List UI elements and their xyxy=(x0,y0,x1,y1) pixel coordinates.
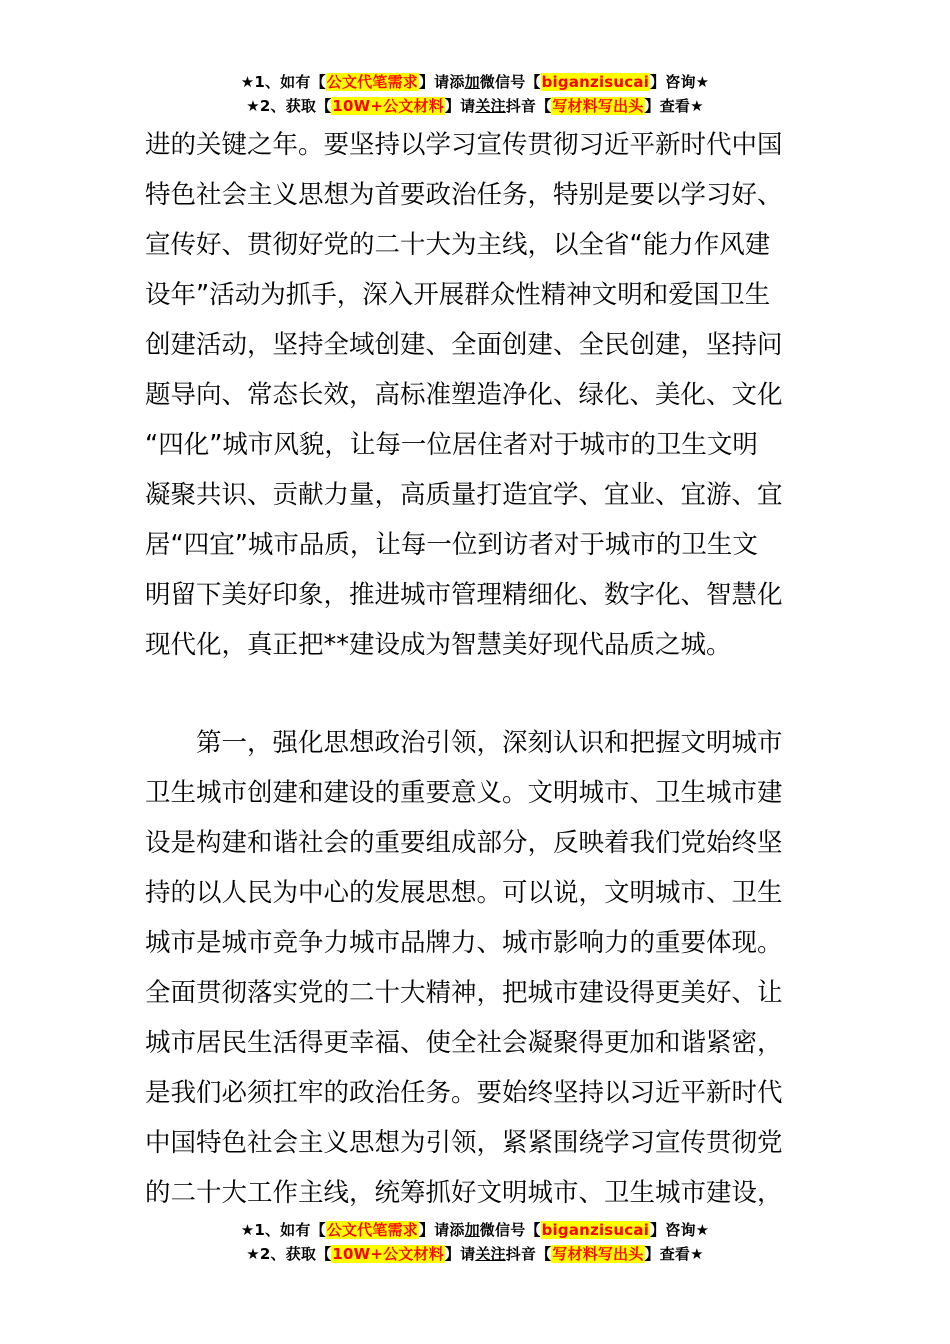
banner-text: 】请 xyxy=(444,1245,476,1263)
text-line: 宣传好、贯彻好党的二十大为主线，以全省“能力作风建 xyxy=(145,230,771,260)
highlight-text: 公文代笔需求 xyxy=(326,1221,418,1239)
text-line: 的二十大工作主线，统筹抓好文明城市、卫生城市建设， xyxy=(145,1178,783,1208)
underlined-text: 关注 xyxy=(475,97,506,115)
banner-text: 微信号【 xyxy=(479,1221,541,1239)
banner-text: 抖音【 xyxy=(505,97,552,115)
banner-text: ★2、获取【 xyxy=(246,1245,332,1263)
text-line: 凝聚共识、贡献力量，高质量打造宜学、宜业、宜游、宜 xyxy=(145,480,783,510)
text-line: 是我们必须扛牢的政治任务。要始终坚持以习近平新时代 xyxy=(145,1078,783,1108)
wechat-id-highlight: biganzisucai xyxy=(541,73,650,91)
banner-text: ★2、获取【 xyxy=(246,97,332,115)
paragraph-2 xyxy=(145,718,805,1218)
banner-text: 抖音【 xyxy=(505,1245,552,1263)
banner-text: 】请添 xyxy=(418,73,465,91)
text-line: 持的以人民为中心的发展思想。可以说，文明城市、卫生 xyxy=(145,878,783,908)
text-line: 卫生城市创建和建设的重要意义。文明城市、卫生城市建 xyxy=(145,778,783,808)
header-line-1 xyxy=(0,70,950,94)
text-line: 进的关键之年。要坚持以学习宣传贯彻习近平新时代中国 xyxy=(145,130,783,160)
banner-text: 】查看★ xyxy=(644,1245,704,1263)
text-line: 设年”活动为抓手，深入开展群众性精神文明和爱国卫生 xyxy=(145,280,771,310)
text-line: 中国特色社会主义思想为引领，紧紧围绕学习宣传贯彻党 xyxy=(145,1128,783,1158)
wechat-id-highlight: biganzisucai xyxy=(541,1221,650,1239)
banner-text: 微信号【 xyxy=(479,73,541,91)
text-line: 现代化，真正把**建设成为智慧美好现代品质之城。 xyxy=(145,630,732,660)
banner-text: ★1、如有【 xyxy=(240,73,326,91)
underlined-text: 加 xyxy=(464,1221,480,1239)
text-line: 城市居民生活得更幸福、使全社会凝聚得更加和谐紧密， xyxy=(145,1028,783,1058)
header-banner xyxy=(0,70,950,118)
paragraph-1 xyxy=(145,120,805,670)
text-line: 居“四宜”城市品质，让每一位到访者对于城市的卫生文 xyxy=(145,530,758,560)
highlight-text: 公文代笔需求 xyxy=(326,73,418,91)
text-line: 明留下美好印象，推进城市管理精细化、数字化、智慧化 xyxy=(145,580,783,610)
text-line: 创建活动，坚持全域创建、全面创建、全民创建，坚持问 xyxy=(145,330,783,360)
banner-text: ★1、如有【 xyxy=(240,1221,326,1239)
douyin-id-highlight: 写材料写出头 xyxy=(552,1245,644,1263)
text-line: 全面贯彻落实党的二十大精神，把城市建设得更美好、让 xyxy=(145,978,783,1008)
footer-line-2 xyxy=(0,1242,950,1266)
text-line: 设是构建和谐社会的重要组成部分，反映着我们党始终坚 xyxy=(145,828,783,858)
banner-text: 】咨询★ xyxy=(650,73,710,91)
text-line xyxy=(145,718,805,768)
underlined-text: 关注 xyxy=(475,1245,506,1263)
text-line: “四化”城市风貌，让每一位居住者对于城市的卫生文明 xyxy=(145,430,758,460)
highlight-text: 10W+公文材料 xyxy=(332,97,444,115)
header-line-2 xyxy=(0,94,950,118)
banner-text: 】请 xyxy=(444,97,476,115)
text-line: 城市是城市竞争力城市品牌力、城市影响力的重要体现。 xyxy=(145,928,783,958)
text-line: 题导向、常态长效，高标准塑造净化、绿化、美化、文化 xyxy=(145,380,783,410)
underlined-text: 加 xyxy=(464,73,480,91)
douyin-id-highlight: 写材料写出头 xyxy=(552,97,644,115)
banner-text: 】查看★ xyxy=(644,97,704,115)
banner-text: 】咨询★ xyxy=(650,1221,710,1239)
text-line: 特色社会主义思想为首要政治任务，特别是要以学习好、 xyxy=(145,180,783,210)
footer-line-1 xyxy=(0,1218,950,1242)
highlight-text: 10W+公文材料 xyxy=(332,1245,444,1263)
footer-banner xyxy=(0,1218,950,1266)
text-line-content: 第一，强化思想政治引领，深刻认识和把握文明城市 xyxy=(196,728,783,758)
banner-text: 】请添 xyxy=(418,1221,465,1239)
